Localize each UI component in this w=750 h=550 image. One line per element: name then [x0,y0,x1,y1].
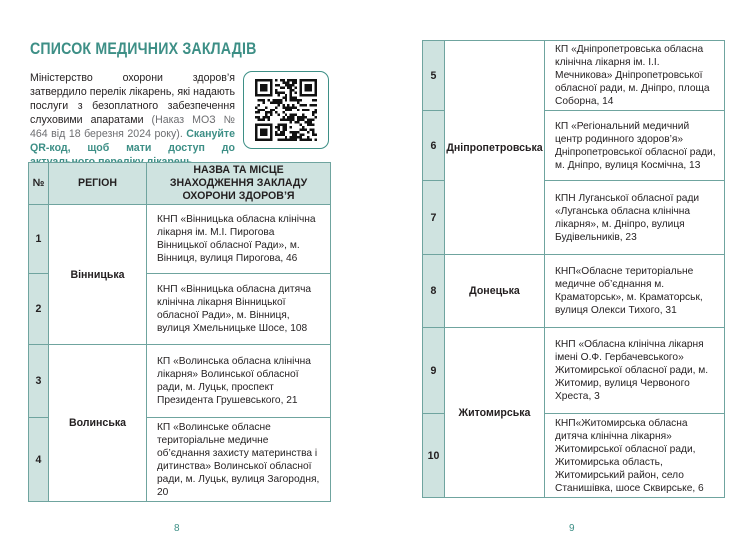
page-number: 8 [174,523,180,534]
institution-cell: КНП«Обласне територіальне медичне об’єднання м. Краматорськ», м. Краматорськ, вулиця Олекси Тихого, 31 [545,255,725,328]
region-cell: Донецька [445,255,545,328]
institution-cell: КП «Волинське обласне територіальне медичне об’єднання захисту материнства і дитинства» Волинської обласної ради, м. Луцьк, вулиця Загородня, 20 [147,418,331,502]
institution-cell: КПН Луганської обласної ради «Луганська обласна клінічна лікарня», м. Дніпро, вулиця Будівельників, 23 [545,181,725,255]
row-number: 7 [423,181,445,255]
header-region: РЕГІОН [49,163,147,205]
region-cell: Вінницька [49,205,147,345]
intro-call-to-action: Скануйте QR-код, щоб мати доступ до [30,128,236,154]
table-row [423,328,725,414]
institution-cell: КНП«Житомирська обласна дитяча клінічна лікарня» Житомирської обласної ради, Житомирська область, Житомирський район, село Станишівка, шосе Сквирське, 6 [545,414,725,498]
intro-text: Міністерство охорони здоров’я затвердило перелік лікарень, які надають послуги з безоплатного забезпечення слуховими апаратами [30,72,235,126]
row-number: 3 [29,345,49,418]
row-number: 2 [29,274,49,345]
row-number: 8 [423,255,445,328]
institution-cell: КП «Регіональний медичний центр родинного здоров’я» Дніпропетровської обласної ради, м. Дніпро, вулиця Космічна, 13 [545,111,725,181]
page-number: 9 [569,523,575,534]
page-title: СПИСОК МЕДИЧНИХ ЗАКЛАДІВ [30,40,257,58]
institution-cell: КНП «Вінницька обласна дитяча клінічна лікарня Вінницької обласної Ради», м. Вінниця, вулиця Хмельницьке Шосе, 108 [147,274,331,345]
table-row [423,255,725,328]
region-cell: Волинська [49,345,147,502]
region-cell: Дніпропетровська [445,41,545,255]
hospitals-table-right [422,40,725,498]
table-row [423,41,725,111]
institution-cell: КП «Волинська обласна клінічна лікарня» Волинської обласної ради, м. Луцьк, проспект Президента Грушевського, 21 [147,345,331,418]
row-number: 5 [423,41,445,111]
institution-cell: КНП «Обласна клінічна лікарня імені О.Ф. Гербачевського» Житомирської обласної ради, м. Житомир, вулиця Червоного Хреста, 3 [545,328,725,414]
intro-reference: (Наказ МОЗ № 464 від 18 березня 2024 року). [30,114,235,140]
header-institution: НАЗВА ТА МІСЦЕ ЗНАХОДЖЕННЯ ЗАКЛАДУ ОХОРОНИ ЗДОРОВ’Я [147,163,331,205]
row-number: 9 [423,328,445,414]
row-number: 1 [29,205,49,274]
institution-cell: КП «Дніпропетровська обласна клінічна лікарня ім. І.І. Мечникова» Дніпропетровської обласної ради, м. Дніпро, площа Соборна, 14 [545,41,725,111]
header-number: № [29,163,49,205]
row-number: 10 [423,414,445,498]
row-number: 6 [423,111,445,181]
institution-cell: КНП «Вінницька обласна клінічна лікарня ім. М.І. Пирогова Вінницької обласної Ради», м. Вінниця, вулиця Пирогова, 46 [147,205,331,274]
row-number: 4 [29,418,49,502]
region-cell: Житомирська [445,328,545,498]
